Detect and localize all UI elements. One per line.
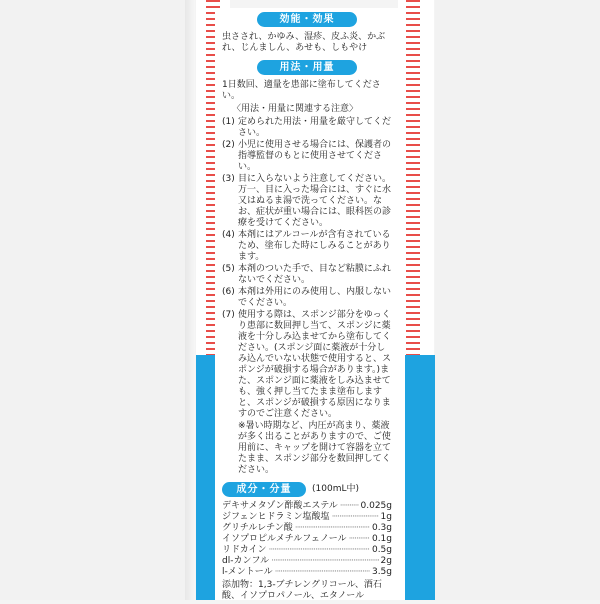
right-background <box>435 0 600 600</box>
left-shade <box>185 0 195 600</box>
blue-band-right <box>405 355 435 600</box>
left-background <box>0 0 195 600</box>
usage-intro: 1日数回、適量を患部に塗布してください。 <box>222 80 381 101</box>
usage-note-heading: 〈用法・用量に関連する注意〉 <box>232 104 359 114</box>
ingredients-header-row <box>222 482 392 497</box>
efficacy-text: 虫さされ、かゆみ、湿疹、皮ふ炎、かぶれ、じんましん、あせも、しもやけ <box>222 32 386 53</box>
list-item: (6) 本剤は外用にのみ使用し、内服しないでください。 <box>222 287 392 308</box>
ingredients-heading: 成分・分量 <box>222 482 306 497</box>
list-item: (3) 目に入らないよう注意してください。万一、目に入った場合には、すぐに水又はぬるま湯で洗ってください。なお、症状が重い場合には、眼科医の診療を受けてください。 <box>222 174 392 228</box>
ingredients-list <box>222 501 392 578</box>
ingredient-row: l-メントール ····· 3.5g <box>222 567 392 578</box>
ingredients-basis: (100mL中) <box>312 484 359 494</box>
label-text <box>222 8 392 604</box>
ingredient-row: グリチルレチン酸 ····· 0.3g <box>222 523 392 534</box>
ingredient-row: デキサメタゾン酢酸エステル ····· 0.025g <box>222 501 392 512</box>
efficacy-heading: 効能・効果 <box>257 12 357 27</box>
usage-extra-note: ※暑い時期など、内圧が高まり、薬液が多く出ることがありますので、ご使用前に、キャップを開けて容器を立てたまま、スポンジ部分を数回押してください。 <box>238 421 392 475</box>
list-item: (1) 定められた用法・用量を厳守してください。 <box>222 117 392 138</box>
ingredient-row: リドカイン ····· 0.5g <box>222 545 392 556</box>
ingredient-row: dl-カンフル ····· 2g <box>222 556 392 567</box>
list-item: (4) 本剤にはアルコールが含有されているため、塗布した時にしみることがあります。 <box>222 230 391 262</box>
list-item: (2) 小児に使用させる場合には、保護者の指導監督のもとに使用させてください。 <box>222 140 392 172</box>
additives-text: 添加物：1,3-ブチレングリコール、酒石酸、イソプロパノール、エタノール <box>222 580 382 601</box>
ingredient-row: ジフェンヒドラミン塩酸塩 ····· 1g <box>222 512 392 523</box>
usage-note-list <box>222 117 392 420</box>
usage-heading: 用法・用量 <box>257 60 357 75</box>
list-item: (5) 本剤のついた手で、目など粘膜にふれないでください。 <box>222 264 391 285</box>
list-item: (7) 使用する際は、スポンジ部分をゆっくり患部に数回押し当て、スポンジに薬液を十分しみ込ませてから塗布してください。(スポンジ面に薬液が十分しみ込んでいない状態で使用すると、スポンジが破損する場合があります。)また、スポンジ面に薬液をしみ込ませても、強く押し当てたまま塗布しますと、スポンジが破損する原因になりますのでご注意ください。 <box>222 310 392 419</box>
ingredient-row: イソプロピルメチルフェノール ····· 0.1g <box>222 534 392 545</box>
